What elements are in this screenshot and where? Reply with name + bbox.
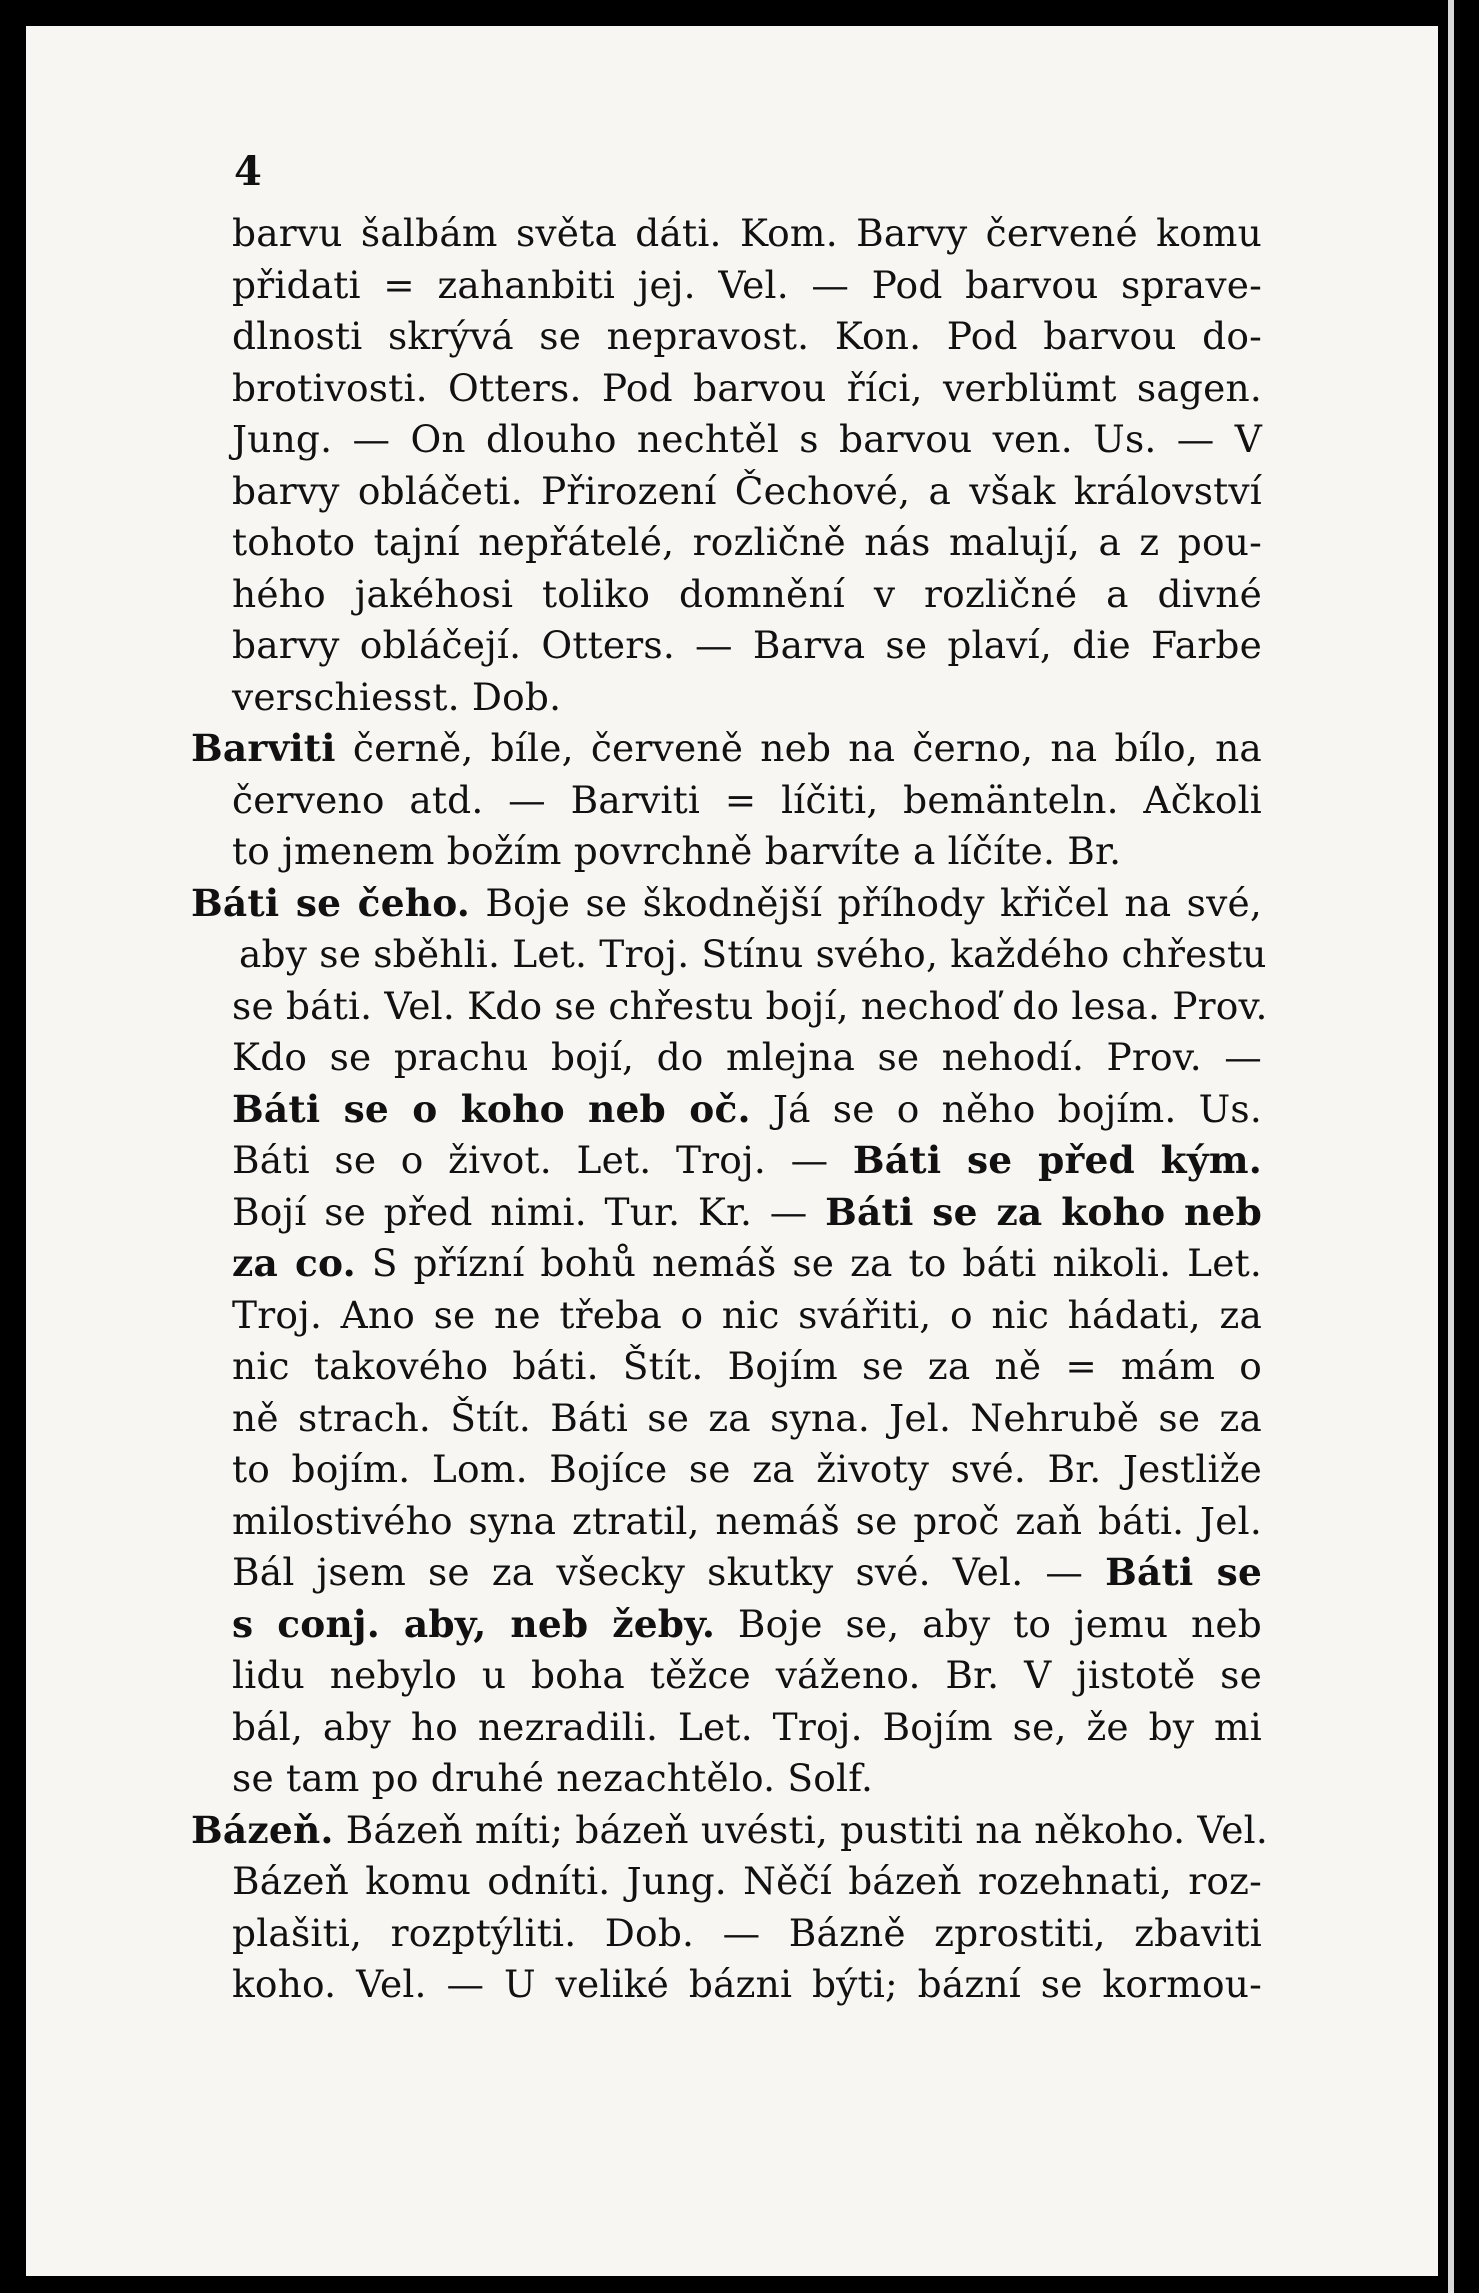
text-line: s conj. aby, neb žeby. Boje se, aby to jemu neb bbox=[232, 1601, 1262, 1646]
text-line: barvy obláčeti. Přirození Čechové, a však království bbox=[232, 468, 1262, 513]
text-line: barvu šalbám světa dáti. Kom. Barvy červené komu bbox=[232, 211, 1262, 255]
text-line: koho. Vel. — U veliké bázni býti; bázní se kormou- bbox=[232, 1962, 1262, 2006]
text-line: za co. S přízní bohů nemáš se za to báti nikoli. Let. bbox=[232, 1241, 1262, 1285]
page-text bbox=[191, 208, 1268, 2011]
text-line: bál, aby ho nezradili. Let. Troj. Bojím se, že by mi bbox=[232, 1704, 1262, 1749]
entry-bati: Báti se čeho. Boje se škodnější příhody křičel na své, bbox=[191, 880, 1262, 925]
text-line: milostivého syna ztratil, nemáš se proč zaň báti. Jel. bbox=[232, 1498, 1262, 1543]
text-line: lidu nebylo u boha těžce váženo. Br. V jistotě se bbox=[232, 1653, 1262, 1697]
text-line: se tam po druhé nezachtělo. Solf. bbox=[232, 1756, 874, 1800]
text-line: Bázeň komu odníti. Jung. Něčí bázeň rozehnati, roz- bbox=[232, 1859, 1262, 1903]
text-line: Báti se o život. Let. Troj. — Báti se před kým. bbox=[232, 1138, 1262, 1182]
text-line: Báti se o koho neb oč. Já se o něho bojím. Us. bbox=[232, 1086, 1262, 1131]
entry-barviti: Barviti černě, bíle, červeně neb na černo, na bílo, na bbox=[191, 726, 1262, 770]
text-line: Bál jsem se za všecky skutky své. Vel. — Báti se bbox=[232, 1550, 1262, 1594]
text-line: Kdo se prachu bojí, do mlejna se nehodí. Prov. — bbox=[232, 1035, 1262, 1079]
text-line: hého jakéhosi toliko domnění v rozličné a divné bbox=[232, 571, 1262, 616]
text-line: dlnosti skrývá se nepravost. Kon. Pod barvou do- bbox=[232, 314, 1262, 358]
text-line: ně strach. Štít. Báti se za syna. Jel. Nehrubě se za bbox=[232, 1395, 1262, 1440]
text-line: přidati = zahanbiti jej. Vel. — Pod barvou sprave- bbox=[232, 262, 1262, 307]
scan-edge bbox=[1438, 0, 1479, 2293]
text-line: tohoto tajní nepřátelé, rozličně nás malují, a z pou- bbox=[232, 520, 1262, 564]
text-line: nic takového báti. Štít. Bojím se za ně = mám o bbox=[232, 1344, 1262, 1388]
text-line: se báti. Vel. Kdo se chřestu bojí, nechoď do lesa. Prov. bbox=[232, 983, 1268, 1028]
text-line: Bojí se před nimi. Tur. Kr. — Báti se za koho neb bbox=[232, 1189, 1262, 1234]
text-line: červeno atd. — Barviti = líčiti, bemänteln. Ačkoli bbox=[232, 777, 1262, 822]
page-number: 4 bbox=[234, 148, 262, 195]
text-line: Jung. — On dlouho nechtěl s barvou ven. Us. — V bbox=[232, 417, 1262, 461]
entry-bazen: Bázeň. Bázeň míti; bázeň uvésti, pustiti na někoho. Vel. bbox=[191, 1807, 1268, 1852]
text-line: Troj. Ano se ne třeba o nic svářiti, o nic hádati, za bbox=[232, 1292, 1262, 1337]
text-line: aby se sběhli. Let. Troj. Stínu svého, každého chřestu bbox=[239, 932, 1267, 976]
text-line: barvy obláčejí. Otters. — Barva se plaví, die Farbe bbox=[232, 623, 1262, 667]
text-line: to jmenem božím povrchně barvíte a líčíte. Br. bbox=[232, 829, 1122, 873]
scan-edge-line bbox=[1448, 0, 1454, 2293]
text-line: verschiesst. Dob. bbox=[232, 674, 562, 719]
text-line: plašiti, rozptýliti. Dob. — Bázně zprostiti, zbaviti bbox=[232, 1910, 1262, 1955]
text-line: to bojím. Lom. Bojíce se za životy své. Br. Jestliže bbox=[232, 1447, 1262, 1491]
text-line: brotivosti. Otters. Pod barvou říci, verblümt sagen. bbox=[232, 365, 1262, 410]
